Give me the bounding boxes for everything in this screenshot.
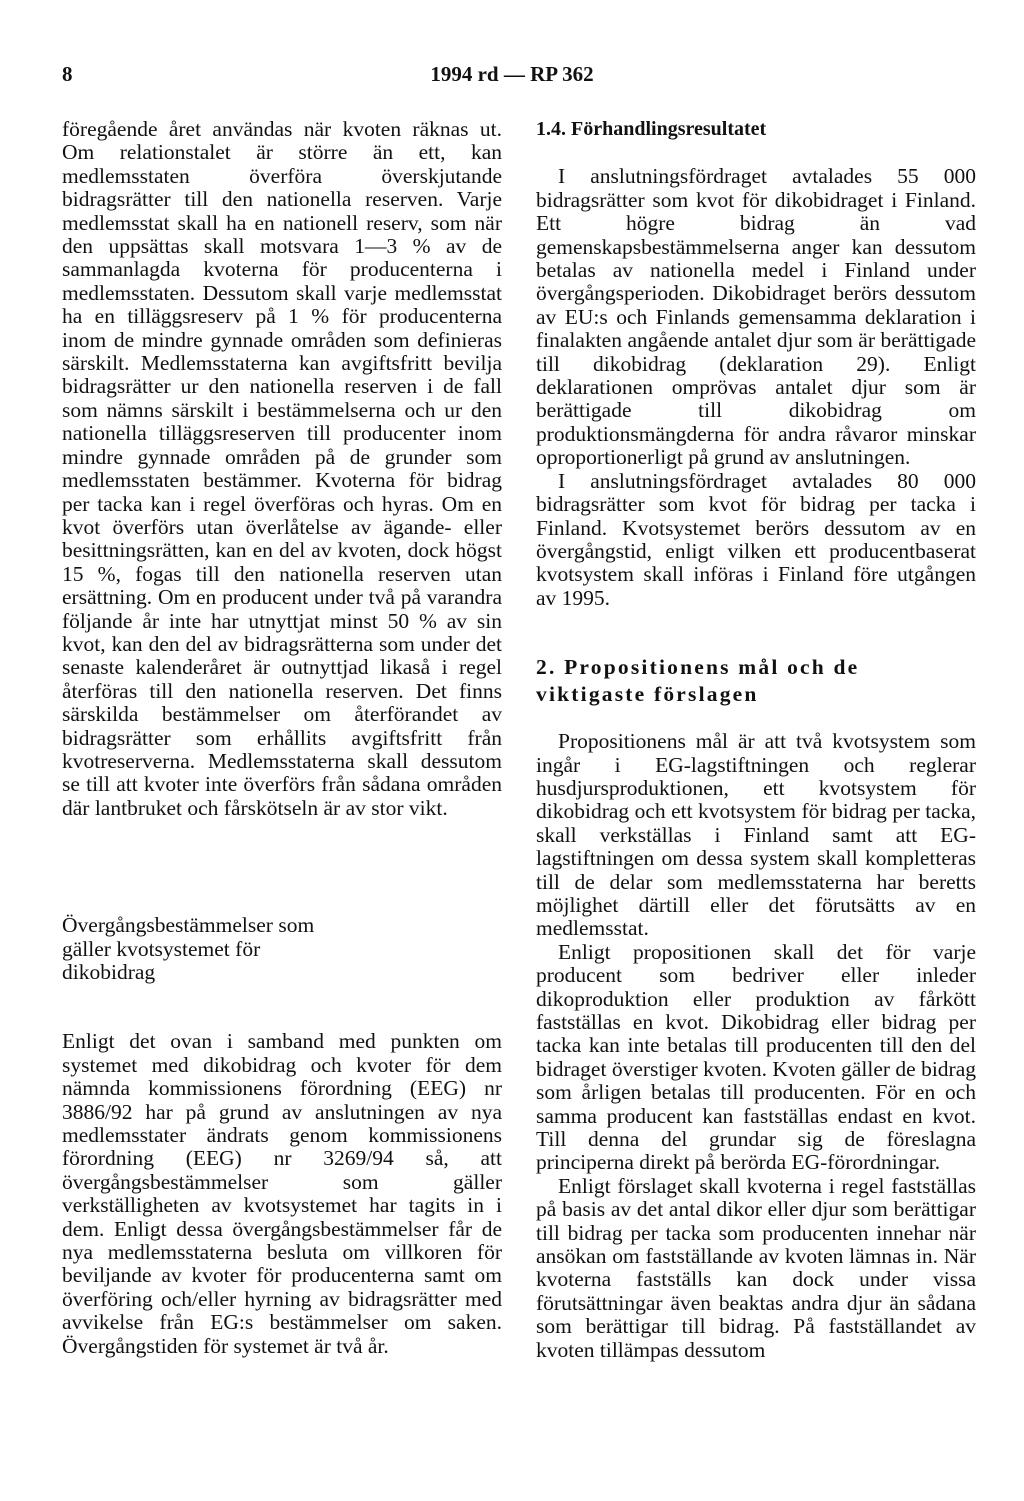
right-column [536,118,976,1362]
page-header [0,62,1024,92]
right-paragraph-5: Enligt förslaget skall kvoterna i regel fastställas på basis av det antal dikor eller djur som berättigar till bidrag per tacka som producenten innehar när ansökan om fastställande av kvoten lämnas in. När kvoterna fastställs kan dock under vissa förutsättningar även beaktas andra djur än sådana som berättigar till bidrag. På fastställandet av kvoten tillämpas dessutom [536,1173,976,1362]
right-paragraph-4: Enligt propositionen skall det för varje producent som bedriver eller inleder dikoproduktion eller produktion av fårkött fastställas en kvot. Dikobidrag eller bidrag per tacka kan inte betalas till producenten till den del bidraget överstiger kvoten. Kvoten gäller de bidrag som årligen betalas till producenten. För en och samma producent kan fastställas endast en kvot. Till denna del grundar sig de föreslagna principerna direkt på berörda EG-förordningar. [536,939,977,1175]
running-title: 1994 rd — RP 362 [430,62,594,86]
section-heading-2: 2. Propositionens mål och de viktigaste förslagen [536,655,860,707]
left-paragraph-1: föregående året användas när kvoten räknas ut. Om relationstalet är större än ett, kan medlemsstaten överföra överskjutande bidragsrätter till den nationella reserven. Varje medlemsstat skall ha en nationell reserv, som när den uppsättas skall motsvara 1—3 % av de sammanlagda kvoterna för producenterna i medlemsstaten. Dessutom skall varje medlemsstat ha en tilläggsreserv på 1 % för producenterna inom de mindre gynnade områden som definieras särskilt. Medlemsstaterna kan avgiftsfritt bevilja bidragsrätter ur den nationella reserven i de fall som nämns särskilt i bestämmelserna och ur den nationella tilläggsreserven till producenter inom mindre gynnade områden på de grunder som medlemsstaten bestämmer. Kvoterna för bidrag per tacka kan i regel överföras och hyras. Om en kvot överförs utan överlåtelse av ägande- eller besittningsrätten, kan en del av kvoten, dock högst 15 %, fogas till den nationella reserven utan ersättning. Om en producent under två på varandra följande år inte har utnyttjat minst 50 % av sin kvot, kan den del av bidragsrätterna som under det senaste kalenderåret är outnyttjad likaså i regel återföras till den nationella reserven. Det finns särskilda bestämmelser om återförandet av bidragsrätter som erhållits avgiftsfritt från kvotreserverna. Medlemsstaterna skall dessutom se till att kvoter inte överförs från sådana områden där lantbruket och fårskötseln är av stor vikt. [62,117,502,820]
right-paragraph-2: I anslutningsfördraget avtalades 80 000 bidragsrätter som kvot för bidrag per tacka i Finland. Kvotsystemet berörs dessutom av en övergångstid, enligt vilken ett producentbaserat kvotsystem skall införas i Finland före utgången av 1995. [536,468,976,610]
page-number: 8 [62,62,73,86]
left-column [62,118,502,1358]
right-paragraph-3: Propositionens mål är att två kvotsystem som ingår i EG-lagstiftningen och reglerar husdjursproduktionen, ett kvotsystem för dikobidrag och ett kvotsystem för bidrag per tacka, skall verkställas i Finland samt att EG-lagstiftningen om dessa system skall kompletteras till de delar som medlemsstaterna har beretts möjlighet därtill eller det förutsätts av en medlemsstat. [536,729,976,941]
right-paragraph-1: I anslutningsfördraget avtalades 55 000 bidragsrätter som kvot för dikobidraget i Finland. Ett högre bidrag än vad gemenskapsbestämmelserna anger kan dessutom betalas av nationella medel i Finland under övergångsperioden. Dikobidraget berörs dessutom av EU:s och Finlands gemensamma deklaration i finalakten angående antalet djur som är berättigade till dikobidrag (deklaration 29). Enligt deklarationen omprövas antalet djur som är berättigade till dikobidrag om produktionsmängderna för andra råvaror minskar oproportionerligt på grund av anslutningen. [536,164,976,470]
section-heading-1-4: 1.4. Förhandlingsresultatet [536,118,767,140]
left-paragraph-2: Enligt det ovan i samband med punkten om systemet med dikobidrag och kvoter för dem nämnda kommissionens förordning (EEG) nr 3886/92 har på grund av anslutningen av nya medlemsstater ändrats genom kommissionens förordning (EEG) nr 3269/94 så, att övergångsbestämmelser som gäller verkställigheten av kvotsystemet har tagits in i dem. Enligt dessa övergångsbestämmelser får de nya medlemsstaterna besluta om villkoren för beviljande av kvoter för producenterna samt om överföring och/eller hyrning av bidragsrätter med avvikelse från EG:s bestämmelser om saken. Övergångstiden för systemet är två år. [62,1029,502,1358]
subheading-transitional-provisions: Övergångsbestämmelser som gäller kvotsystemet för dikobidrag [62,913,315,984]
